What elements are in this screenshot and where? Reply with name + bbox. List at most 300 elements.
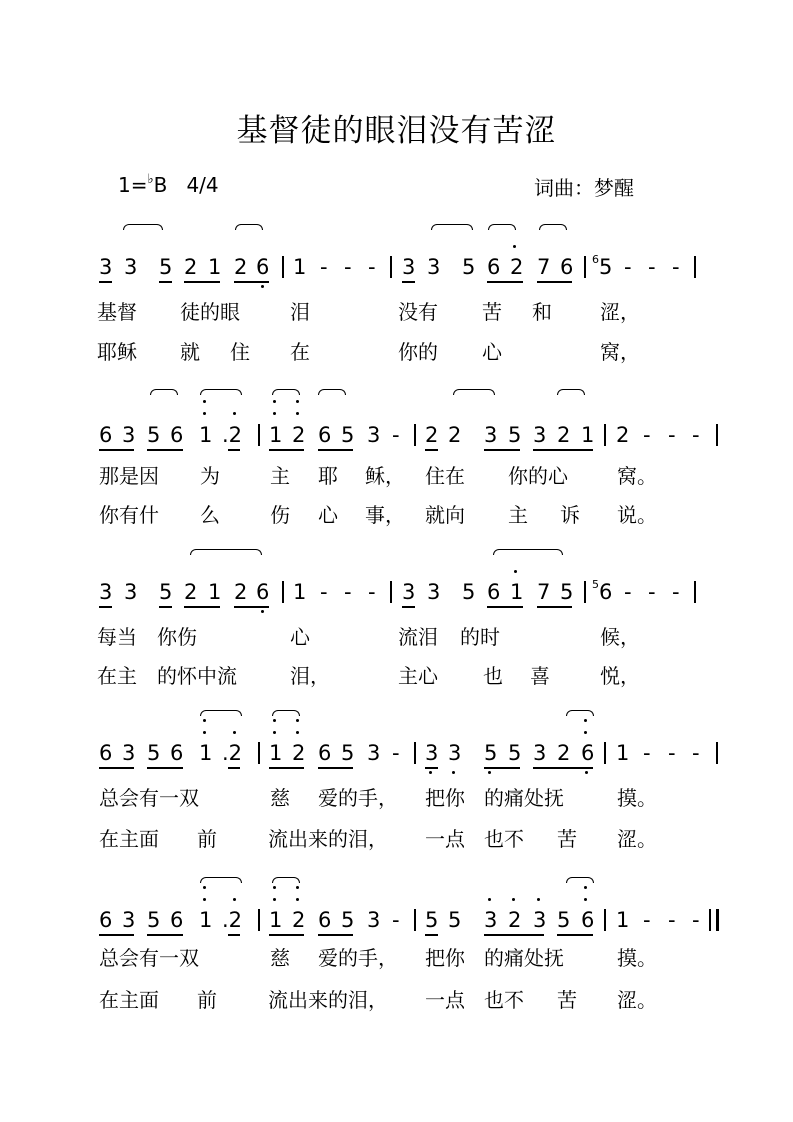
barline (390, 256, 392, 278)
note: - (392, 423, 400, 447)
note: - (692, 908, 700, 932)
note: 2 (292, 908, 306, 932)
underline (318, 767, 353, 769)
note: 2 (557, 741, 571, 765)
octave-dot (273, 886, 276, 889)
note: 3 (122, 741, 136, 765)
underline (487, 606, 523, 608)
note: - (668, 908, 676, 932)
octave-dot (488, 898, 491, 901)
note: 1 (269, 908, 283, 932)
note: 6 (487, 580, 501, 604)
octave-dot (584, 886, 587, 889)
lyric: 喜 (530, 664, 550, 688)
note: 3 (122, 423, 136, 447)
note: 2 (234, 255, 248, 279)
note: .2 (222, 741, 243, 765)
octave-dot (296, 400, 299, 403)
note: 5 (508, 423, 522, 447)
note: 6 (99, 908, 113, 932)
note: 6 (170, 423, 184, 447)
note: - (643, 741, 651, 765)
lyric: 耶 (318, 464, 338, 488)
octave-dot (296, 898, 299, 901)
note: 6 (256, 580, 270, 604)
slur (566, 710, 594, 716)
key-signature (118, 172, 219, 197)
lyric: 你伤 (157, 625, 197, 649)
note: 3 (402, 580, 416, 604)
slur (431, 224, 473, 230)
lyric: 的痛处抚 (484, 786, 564, 810)
note: 3 (425, 741, 439, 765)
lyric: 诉 (560, 503, 580, 527)
note: 5 (341, 741, 355, 765)
underline (159, 606, 172, 608)
underline (269, 934, 304, 936)
underline (99, 449, 134, 451)
key-prefix: 1= (118, 173, 148, 197)
note: 3 (367, 423, 381, 447)
lyric: 为 (200, 464, 220, 488)
octave-dot (584, 731, 587, 734)
note: 1 (208, 580, 222, 604)
underline (269, 449, 304, 451)
lyric: 涩， (600, 300, 640, 324)
barline (258, 909, 260, 931)
lyric: 流出来的泪， (268, 827, 388, 851)
lyric: 一点 (425, 827, 465, 851)
slur (488, 224, 516, 230)
note: 3 (402, 255, 416, 279)
note: 5 (448, 908, 462, 932)
slur (235, 224, 263, 230)
note: 3 (533, 423, 547, 447)
barline (694, 256, 696, 278)
lyric: 把你 (425, 786, 465, 810)
note: 1 (293, 580, 307, 604)
lyric: 涩。 (617, 988, 657, 1012)
note: - (643, 423, 651, 447)
song-title: 基督徒的眼泪没有苦涩 (236, 113, 557, 149)
note: - (368, 580, 376, 604)
underline (533, 449, 593, 451)
slur (453, 389, 495, 395)
note: - (643, 908, 651, 932)
lyric: 涩。 (617, 827, 657, 851)
underline (318, 449, 353, 451)
octave-dot (584, 719, 587, 722)
underline (184, 281, 220, 283)
lyric: 慈 (270, 946, 290, 970)
note: - (692, 423, 700, 447)
note: 1 (581, 423, 595, 447)
lyric: 总会有一双 (99, 786, 199, 810)
lyric: 心 (318, 503, 338, 527)
note: 1 (616, 908, 630, 932)
slur (493, 549, 563, 555)
octave-dot (296, 412, 299, 415)
note: - (320, 580, 328, 604)
note: 5 (341, 908, 355, 932)
octave-dot (273, 400, 276, 403)
octave-dot (203, 719, 206, 722)
note: 3 (124, 580, 138, 604)
barline (282, 581, 284, 603)
octave-dot (488, 771, 491, 774)
octave-dot (512, 898, 515, 901)
note: - (672, 255, 680, 279)
slur (566, 877, 594, 883)
note: 5 (462, 580, 476, 604)
slur (200, 877, 242, 883)
lyric: 悦， (600, 664, 640, 688)
note: 6 (318, 741, 332, 765)
lyric: 流泪 (398, 625, 438, 649)
note: - (692, 741, 700, 765)
underline (484, 934, 544, 936)
underline (228, 449, 240, 451)
note: 2 (557, 423, 571, 447)
underline (147, 767, 183, 769)
slur (272, 877, 300, 883)
lyric: 窝。 (617, 464, 657, 488)
note: 3 (122, 908, 136, 932)
underline (269, 767, 304, 769)
lyric: 主心 (398, 664, 438, 688)
octave-dot (537, 898, 540, 901)
grace-note: 6 (592, 253, 599, 266)
underline (184, 606, 220, 608)
octave-dot (273, 731, 276, 734)
lyric: 徒的眼 (180, 300, 240, 324)
lyric: 住在 (425, 464, 465, 488)
note: - (672, 580, 680, 604)
note: 6 (99, 741, 113, 765)
octave-dot (203, 898, 206, 901)
octave-dot (261, 285, 264, 288)
octave-dot (296, 719, 299, 722)
note: 7 (537, 580, 551, 604)
lyric: 主 (508, 503, 528, 527)
note: 5 (599, 255, 613, 279)
note: 1 (510, 580, 524, 604)
barline (258, 424, 260, 446)
note: - (392, 741, 400, 765)
underline (425, 449, 438, 451)
slur (557, 389, 585, 395)
note: 5 (147, 908, 161, 932)
lyric: 说。 (617, 503, 657, 527)
underline (159, 281, 172, 283)
octave-dot (203, 400, 206, 403)
octave-dot (273, 898, 276, 901)
lyric: 爱的手， (318, 786, 398, 810)
note: 6 (581, 741, 595, 765)
underline (487, 281, 523, 283)
lyric: 苦 (557, 988, 577, 1012)
octave-dot (296, 731, 299, 734)
octave-dot (233, 412, 236, 415)
lyric: 和 (532, 300, 552, 324)
lyric: 主 (270, 464, 290, 488)
slur (200, 389, 242, 395)
lyric: 你的 (398, 340, 438, 364)
lyric: 一点 (425, 988, 465, 1012)
composer-credit: 词曲：梦醒 (534, 176, 634, 200)
barline (258, 742, 260, 764)
lyric: 流出来的泪， (268, 988, 388, 1012)
note: 7 (537, 255, 551, 279)
barline (604, 909, 606, 931)
note: 6 (318, 423, 332, 447)
slur (539, 224, 567, 230)
lyric: 候， (600, 625, 640, 649)
note: 3 (533, 908, 547, 932)
octave-dot (296, 886, 299, 889)
note: - (368, 255, 376, 279)
note: - (392, 908, 400, 932)
octave-dot (261, 610, 264, 613)
octave-dot (273, 719, 276, 722)
underline (234, 606, 269, 608)
underline (318, 934, 353, 936)
barline (716, 424, 718, 446)
octave-dot (513, 245, 516, 248)
note: 3 (367, 741, 381, 765)
lyric: 心 (482, 340, 502, 364)
lyric: 没有 (398, 300, 438, 324)
note: 1 (199, 741, 213, 765)
final-barline (716, 909, 719, 931)
note: 3 (367, 908, 381, 932)
lyric: 也 (483, 664, 503, 688)
slur (272, 389, 300, 395)
barline (414, 424, 416, 446)
octave-dot (233, 898, 236, 901)
note: - (344, 580, 352, 604)
underline (557, 934, 593, 936)
underline (228, 767, 240, 769)
note: .2 (222, 908, 243, 932)
note: .2 (222, 423, 243, 447)
octave-dot (233, 731, 236, 734)
lyric: 在主 (97, 664, 137, 688)
lyric: 窝， (600, 340, 640, 364)
lyric: 在主面 (99, 827, 159, 851)
note: - (624, 580, 632, 604)
lyric: 你的心 (508, 464, 568, 488)
octave-dot (203, 886, 206, 889)
barline (694, 581, 696, 603)
barline (390, 581, 392, 603)
underline (234, 281, 269, 283)
note: 1 (269, 423, 283, 447)
lyric: 耶稣 (97, 340, 137, 364)
note: 3 (533, 741, 547, 765)
lyric: 每当 (97, 625, 137, 649)
note: 6 (560, 255, 574, 279)
note: 3 (448, 741, 462, 765)
note: 1 (199, 423, 213, 447)
lyric: 事， (365, 503, 405, 527)
note: 6 (318, 908, 332, 932)
lyric: 把你 (425, 946, 465, 970)
key-note: B (153, 173, 168, 197)
lyric: 的痛处抚 (484, 946, 564, 970)
underline (99, 934, 134, 936)
note: 2 (616, 423, 630, 447)
underline (425, 934, 438, 936)
note: - (344, 255, 352, 279)
note: 5 (425, 908, 439, 932)
underline (402, 281, 415, 283)
note: 5 (484, 741, 498, 765)
slur (200, 710, 242, 716)
barline (604, 742, 606, 764)
note: - (624, 255, 632, 279)
barline (414, 909, 416, 931)
underline (537, 606, 572, 608)
slur (272, 710, 300, 716)
note: 6 (581, 908, 595, 932)
barline (584, 581, 586, 603)
octave-dot (452, 771, 455, 774)
note: 5 (462, 255, 476, 279)
barline (716, 742, 718, 764)
note: 2 (425, 423, 439, 447)
lyric: 的时 (460, 625, 500, 649)
note: 6 (256, 255, 270, 279)
underline (147, 934, 183, 936)
lyric: 基督 (97, 300, 137, 324)
lyric: 慈 (270, 786, 290, 810)
slur (123, 224, 163, 230)
note: 2 (448, 423, 462, 447)
underline (484, 767, 520, 769)
note: 6 (487, 255, 501, 279)
note: 2 (184, 255, 198, 279)
note: 2 (234, 580, 248, 604)
note: 6 (599, 580, 613, 604)
note: 2 (292, 741, 306, 765)
note: - (648, 580, 656, 604)
note: 5 (560, 580, 574, 604)
octave-dot (514, 570, 517, 573)
underline (99, 606, 112, 608)
final-barline (709, 909, 711, 931)
octave-dot (203, 412, 206, 415)
note: - (668, 741, 676, 765)
note: 3 (124, 255, 138, 279)
lyric: 的怀中流 (157, 664, 237, 688)
underline (402, 606, 415, 608)
grace-note: 5 (592, 578, 599, 591)
barline (604, 424, 606, 446)
note: 3 (427, 580, 441, 604)
lyric: 总会有一双 (99, 946, 199, 970)
note: 5 (159, 255, 173, 279)
note: 3 (484, 423, 498, 447)
underline (147, 449, 183, 451)
note: 1 (199, 908, 213, 932)
note: 1 (269, 741, 283, 765)
barline (414, 742, 416, 764)
note: - (320, 255, 328, 279)
note: - (668, 423, 676, 447)
note: 5 (159, 580, 173, 604)
slur (318, 389, 346, 395)
barline (584, 256, 586, 278)
lyric: 就 (180, 340, 200, 364)
time-signature: 4/4 (186, 173, 219, 197)
lyric: 么 (200, 503, 220, 527)
note: 5 (147, 423, 161, 447)
note: 1 (208, 255, 222, 279)
underline (537, 281, 572, 283)
note: 6 (99, 423, 113, 447)
slur (190, 549, 262, 555)
note: 6 (170, 908, 184, 932)
underline (533, 767, 593, 769)
note: 2 (184, 580, 198, 604)
note: - (648, 255, 656, 279)
note: 5 (147, 741, 161, 765)
note: 3 (484, 908, 498, 932)
note: 2 (292, 423, 306, 447)
underline (228, 934, 240, 936)
lyric: 泪， (290, 664, 330, 688)
barline (282, 256, 284, 278)
octave-dot (585, 771, 588, 774)
lyric: 泪 (290, 300, 310, 324)
underline (99, 281, 112, 283)
octave-dot (584, 898, 587, 901)
lyric: 爱的手， (318, 946, 398, 970)
note: 5 (341, 423, 355, 447)
note: 3 (99, 580, 113, 604)
lyric: 就向 (425, 503, 465, 527)
lyric: 前 (197, 988, 217, 1012)
note: 1 (616, 741, 630, 765)
lyric: 也不 (484, 827, 524, 851)
lyric: 苦 (482, 300, 502, 324)
lyric: 摸。 (617, 946, 657, 970)
note: 5 (508, 741, 522, 765)
lyric: 住 (230, 340, 250, 364)
lyric: 伤 (270, 503, 290, 527)
lyric: 心 (290, 625, 310, 649)
note: 3 (99, 255, 113, 279)
lyric: 也不 (484, 988, 524, 1012)
note: 2 (510, 255, 524, 279)
slur (150, 389, 178, 395)
lyric: 稣， (365, 464, 405, 488)
lyric: 在主面 (99, 988, 159, 1012)
underline (484, 449, 520, 451)
underline (425, 767, 438, 769)
lyric: 摸。 (617, 786, 657, 810)
lyric: 前 (197, 827, 217, 851)
lyric: 在 (290, 340, 310, 364)
lyric: 你有什 (99, 503, 159, 527)
octave-dot (203, 731, 206, 734)
note: 3 (427, 255, 441, 279)
note: 1 (293, 255, 307, 279)
octave-dot (273, 412, 276, 415)
lyric: 苦 (557, 827, 577, 851)
note: 5 (557, 908, 571, 932)
